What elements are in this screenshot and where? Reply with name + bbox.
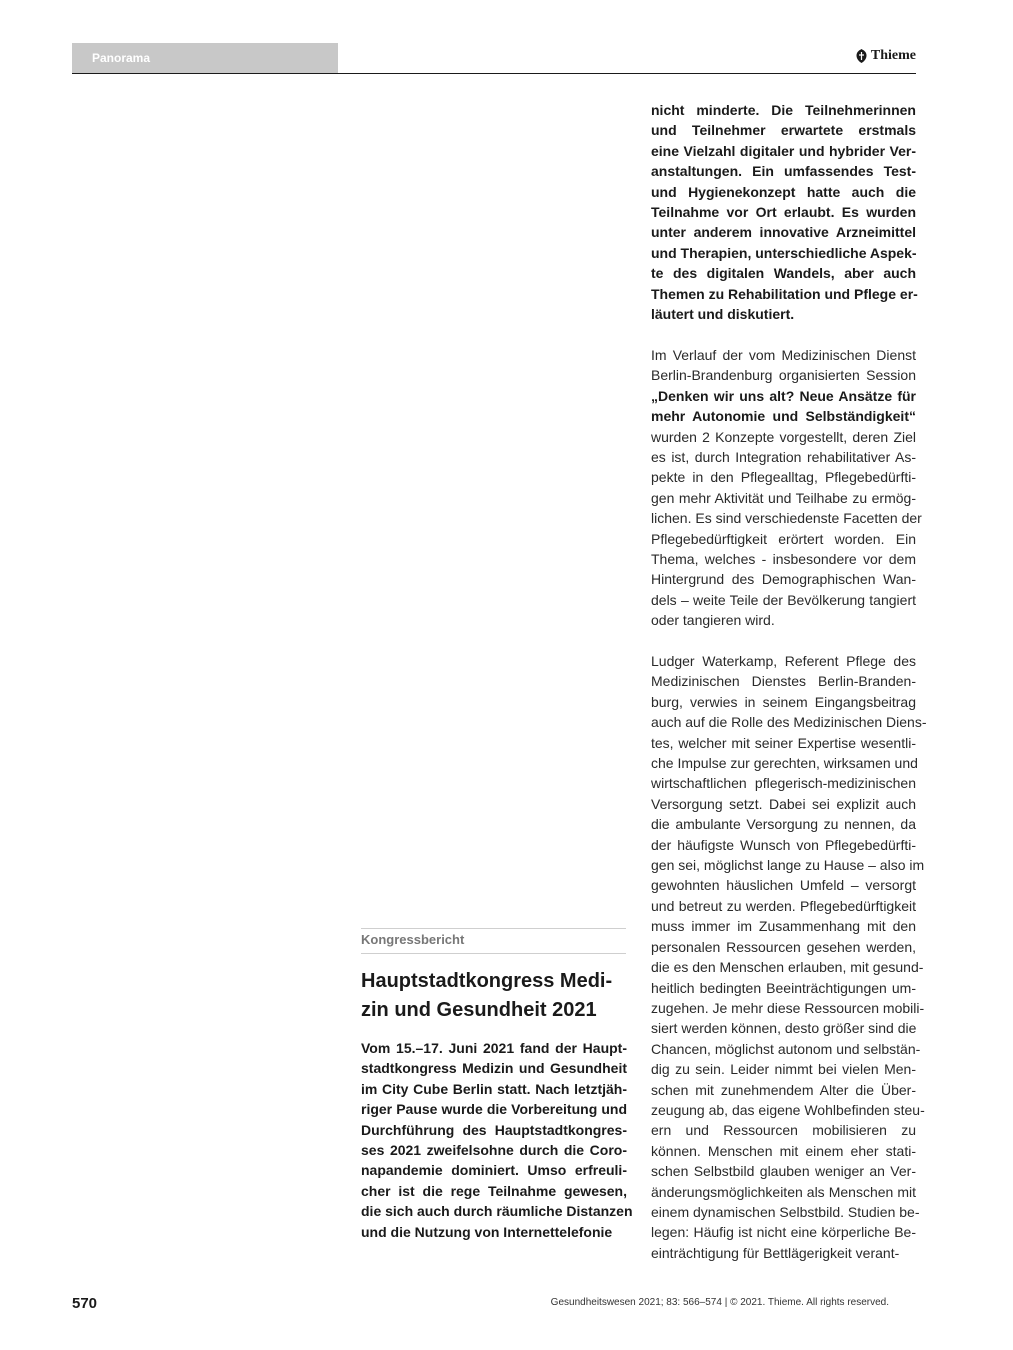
text-line: burg, verwies in seinem Eingangsbeitrag [651,693,916,710]
text-line: Thema, welches - insbesondere vor dem [651,551,916,568]
body-paragraph-session [651,345,922,631]
text-line: te des digitalen Wandels, aber auch [651,265,916,282]
text-line: eine Vielzahl digitaler und hybrider Ver- [651,142,916,159]
section-header: Panorama [72,43,338,74]
lead-paragraph-right [651,100,916,324]
text-line: Ludger Waterkamp, Referent Pflege des [651,653,916,669]
text-line: Teilnahme vor Ort erlaubt. Es wurden [651,204,916,221]
text-line: einträchtigung für Bettlägerigkeit verant- [651,1244,900,1261]
text-line: zugehen. Je mehr diese Ressourcen mobili- [651,999,925,1016]
text-line: und Teilnehmer erwartete erstmals [651,122,916,139]
text-line: Im Verlauf der vom Medizinischen Dienst [651,347,916,363]
text-line: und Hygienekonzept hatte auch die [651,183,916,200]
text-line: heitlich bedingten Beeinträchtigungen um- [651,979,916,996]
text-line: unter anderem innovative Arzneimittel [651,224,916,241]
text-line: gewohnten häuslichen Umfeld – versorgt [651,877,916,894]
text-line: Durchführung des Hauptstadtkongres- [361,1121,627,1138]
text-line: und Therapien, unterschiedliche Aspek- [651,244,917,261]
text-line: Berlin-Brandenburg organisierten Session [651,367,916,384]
text-line: personalen Ressourcen gesehen werden, [651,938,916,955]
text-line: schen Selbstbild glauben weniger an Ver- [651,1163,916,1180]
text-line: stadtkongress Medizin und Gesundheit [361,1060,627,1077]
text-line: dig zu sein. Leider nimmt bei vielen Men- [651,1061,916,1078]
text-line: siert werden können, desto größer sind die [651,1020,917,1037]
text-line: auch auf die Rolle des Medizinischen Diens- [651,714,927,731]
text-line: und betreut zu werden. Pflegebedürftigkeit [651,897,916,914]
brand-name: Thieme [870,48,916,63]
text-line: die ambulante Versorgung zu nennen, da [651,816,916,833]
text-line: che Impulse zur gerechten, wirksamen und [651,755,918,772]
text-line: pekte in den Pflegealltag, Pflegebedürfti- [651,469,916,486]
text-line: Versorgung setzt. Dabei sei explizit auch [651,795,916,812]
text-line: Vom 15.–17. Juni 2021 fand der Haupt- [361,1040,627,1056]
text-line: schen mit zunehmendem Alter die Über- [651,1081,916,1098]
text-line: Themen zu Rehabilitation und Pflege er- [651,285,918,302]
text-line: napandemie dominiert. Umso erfreuli- [361,1162,627,1179]
thieme-emblem-icon [856,49,867,63]
text-line: können. Menschen mit einem eher stati- [651,1142,916,1159]
text-line: die es den Menschen erlauben, mit gesund- [651,959,924,976]
text-line: änderungsmöglichkeiten als Menschen mit [651,1183,916,1200]
text-line: oder tangieren wird. [651,612,775,629]
text-line: riger Pause wurde die Vorbereitung und [361,1101,627,1118]
text-line: ses 2021 zweifelsohne durch die Coro- [361,1142,627,1159]
text-line: es ist, durch Integration rehabilitativer As- [651,449,916,466]
text-line: läutert und diskutiert. [651,306,795,323]
text-line: wurden 2 Konzepte vorgestellt, deren Ziel [651,428,916,445]
publisher-logo [856,48,916,64]
article-title [361,967,629,1025]
text-line: mehr Autonomie und Selbständigkeit“ [651,408,916,425]
text-line: im City Cube Berlin statt. Nach letztjäh- [361,1080,627,1097]
text-line: lichen. Es sind verschiedenste Facetten der [651,510,922,527]
text-line: tes, welcher mit seiner Expertise wesentli- [651,734,916,751]
text-line: Hauptstadtkongress Medi- [361,970,613,992]
text-line: wirtschaftlichen pflegerisch-medizinischen [651,775,916,792]
text-line: „Denken wir uns alt? Neue Ansätze für [651,387,916,404]
text-line: Pflegebedürftigkeit erörtert worden. Ein [651,530,916,547]
text-line: ern und Ressourcen mobilisieren zu [651,1122,916,1139]
text-line: die sich auch durch räumliche Distanzen [361,1203,633,1220]
text-line: gen mehr Aktivität und Teilhabe zu ermög- [651,489,916,506]
citation-footer: Gesundheitswesen 2021; 83: 566–574 | © 2021. Thieme. All rights reserved. [550,1297,889,1308]
text-line: zeugung ab, das eigene Wohlbefinden steu- [651,1101,925,1118]
text-line: der häufigste Wunsch von Pflegebedürfti- [651,836,916,853]
text-line: einem dynamischen Selbstbild. Studien be- [651,1203,920,1220]
text-line: cher ist die rege Teilnahme gewesen, [361,1182,627,1199]
page-number: 570 [72,1295,98,1312]
text-line: und die Nutzung von Internettelefonie [361,1223,613,1240]
text-line: nicht minderte. Die Teilnehmerinnen [651,102,916,118]
text-line: Medizinischen Dienstes Berlin-Branden- [651,673,916,690]
text-line: Chancen, möglichst autonom und selbstän- [651,1040,921,1057]
header-rule [72,73,916,74]
text-line: legen: Häufig ist nicht eine körperliche Be- [651,1224,916,1241]
article-category: Kongressbericht [361,928,626,954]
text-line: dels – weite Teile der Bevölkerung tangiert [651,591,916,608]
body-paragraph-waterkamp [651,651,927,1263]
text-line: Hintergrund des Demographischen Wan- [651,571,916,588]
text-line: gen sei, möglichst lange zu Hause – also im [651,857,925,874]
text-line: muss immer im Zusammenhang mit den [651,918,916,935]
text-line: anstaltungen. Ein umfassendes Test- [651,163,916,180]
lead-paragraph-left [361,1038,633,1242]
text-line: zin und Gesundheit 2021 [361,999,597,1021]
